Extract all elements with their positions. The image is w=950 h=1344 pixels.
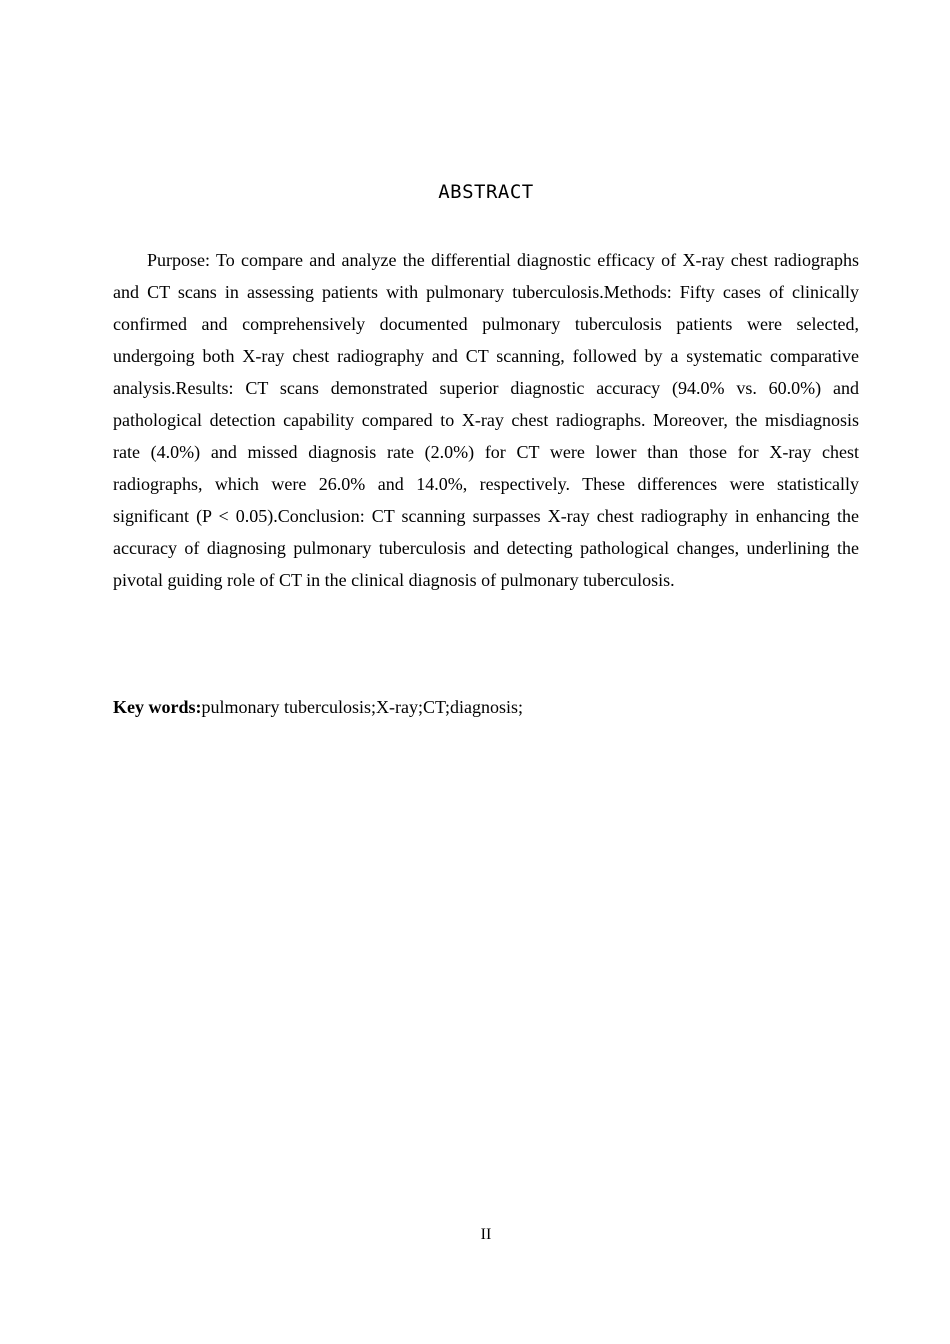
keywords-line [113,691,859,723]
page-number: II [480,1226,492,1243]
keywords-label: Key words: [113,697,202,717]
keywords-value: pulmonary tuberculosis;X-ray;CT;diagnosis; [201,697,523,717]
abstract-body: Purpose: To compare and analyze the differential diagnostic efficacy of X-ray chest radiographs and CT scans in assessing patients with pulmonary tuberculosis.Methods: Fifty cases of clinically confirmed and comprehensively documented pulmonary tuberculosis patients were selected, undergoing both X-ray chest radiography and CT scanning, followed by a systematic comparative analysis.Results: CT scans demonstrated superior diagnostic accuracy (94.0% vs. 60.0%) and pathological detection capability compared to X-ray chest radiographs. Moreover, the misdiagnosis rate (4.0%) and missed diagnosis rate (2.0%) for CT were lower than those for X-ray chest radiographs, which were 26.0% and 14.0%, respectively. These differences were statistically significant (P < 0.05).Conclusion: CT scanning surpasses X-ray chest radiography in enhancing the accuracy of diagnosing pulmonary tuberculosis and detecting pathological changes, underlining the pivotal guiding role of CT in the clinical diagnosis of pulmonary tuberculosis. [113,250,859,590]
abstract-title: ABSTRACT [438,181,534,203]
